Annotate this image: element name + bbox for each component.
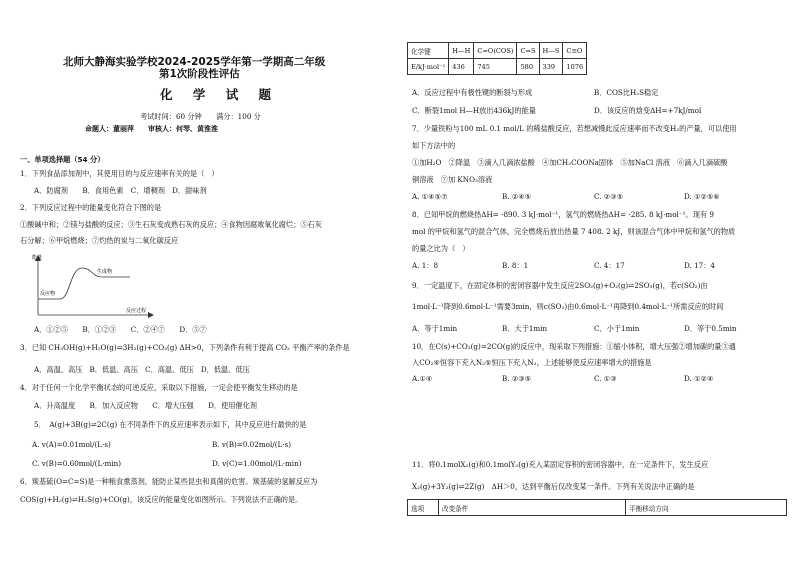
q9-stem-2: 1mol·L⁻¹降到0.6mol·L⁻¹需要3min，则c(SO₂)由0.6mol·L⁻¹再降到0.4mol·L⁻¹所需反应的时间 <box>412 302 724 311</box>
q8-stem-1: 8．已知甲烷的燃烧热ΔH= -890. 3 kJ·mol⁻¹，氢气的燃烧热ΔH= -285. 8 kJ·mol⁻¹。现有 9 <box>412 210 714 219</box>
q6-stem-2: COS(g)+H₂(g)⇌H₂S(g)+CO(g)，该反应的能量变化如图所示。下列说法不正确的是。 <box>20 495 303 504</box>
q5-option-b: B. v(B)=0.02mol/(L·s) <box>212 440 292 449</box>
table-cell: C=O(COS) <box>474 43 517 59</box>
table-cell: E/kJ·mol⁻¹ <box>408 59 449 75</box>
table-cell: C=S <box>517 43 539 59</box>
reactant-label: 反应物 <box>40 291 56 297</box>
table-cell: 436 <box>449 59 474 75</box>
q9-option-d: D．等于0.5min <box>684 324 737 333</box>
energy-axis-label: 能量 <box>32 255 43 261</box>
q10-stem-1: 10．在C(s)+CO₂(g)=2CO(g)的反应中，现采取下列措施：①缩小体积，增大压强②增加碳的量③通 <box>412 342 736 351</box>
exam-title-line1: 北师大静海实验学校2024-2025学年第一学期高二年级 <box>63 56 326 68</box>
bond-energy-table <box>407 42 587 75</box>
q7-option-d: D. ①②⑤⑥ <box>684 192 720 201</box>
table-cell: 339 <box>539 59 563 75</box>
q1-options: A．防腐剂 B．食用色素 C．增稠剂 D．甜味剂 <box>34 186 207 195</box>
table-row <box>408 59 587 75</box>
q6-option-c: C．断裂1mol H—H放出436kJ的能量 <box>412 106 536 115</box>
q7-items-1: ①加H₂O ②降温 ③滴入几滴浓盐酸 ④加CH₃COONa固体 ⑤加NaCl 溶液 ⑥滴入几滴硫酸 <box>412 158 728 167</box>
q10-stem-2: 入CO₂④恒容下充入N₂⑤恒压下充入N₂，上述能够使反应速率增大的措施是 <box>412 358 652 367</box>
q7-stem-1: 7．少量铁粉与100 mL 0.1 mol/L 的稀盐酸反应，若想减慢此反应速率而不改变H₂的产量，可以使用 <box>412 124 737 133</box>
q8-option-c: C. 4：17 <box>594 261 625 270</box>
q9-stem-1: 9．一定温度下，在固定体积的密闭容器中发生反应2SO₂(g)+O₂(g)⇌2SO₃(g)，若c(SO₂)由 <box>412 281 708 290</box>
q4-options: A．升高温度 B．加入反应物 C．增大压强 D．使用催化剂 <box>34 401 257 410</box>
q11-table <box>407 499 787 516</box>
q2-items-2: 石分解；⑥甲烷燃烧；⑦灼热的炭与二氧化碳反应 <box>20 236 179 245</box>
q4-stem: 4．对于任何一个化学平衡状态的可逆反应，采取以下措施，一定会使平衡发生移动的是 <box>20 383 298 392</box>
q10-option-d: D. ①②④ <box>684 374 714 383</box>
table-cell: H—H <box>449 43 474 59</box>
q10-option-c: C. ①③ <box>594 374 617 383</box>
table-header-condition: 改变条件 <box>439 500 626 516</box>
table-header-option: 选项 <box>408 500 439 516</box>
table-cell: 1076 <box>563 59 587 75</box>
q7-stem-2: 如下方法中的 <box>412 141 456 150</box>
q1-stem: 1．下列食品添加剂中，其使用目的与反应速率有关的是（ ） <box>20 169 219 178</box>
table-cell: C≡O <box>563 43 587 59</box>
table-cell: 580 <box>517 59 539 75</box>
q7-option-a: A. ①④⑤⑦ <box>412 192 448 201</box>
q8-stem-3: 的量之比为（ ） <box>412 244 470 253</box>
q8-option-b: B. 8：1 <box>502 261 529 270</box>
q5-option-d: D. v(C)=1.00mol/(L·min) <box>212 459 302 468</box>
q6-stem-1: 6．羰基硫(O=C=S)是一种粮食熏蒸剂，能防止某些昆虫和真菌的危害。羰基硫的氢解反应为 <box>20 477 318 486</box>
q6-option-b: B．COS比H₂S稳定 <box>594 88 659 97</box>
q8-stem-2: mol 的甲烷和氢气的混合气体，完全燃烧后放出热量 7 408. 2 kJ，则该混合气体中甲烷和氢气的物质 <box>412 227 736 236</box>
q9-option-b: B．大于1min <box>502 324 548 333</box>
q2-options: A．①②⑤ B．①②③ C．②④⑦ D．⑤⑦ <box>34 325 207 334</box>
subject-title: 化 学 试 题 <box>160 87 280 102</box>
product-label: 生成物 <box>97 269 113 275</box>
q2-items-1: ①酸碱中和；②镁与盐酸的反应；③生石灰变成熟石灰的反应；④食物因腐败氧化腐烂；⑤石灰 <box>20 220 322 229</box>
table-cell: 745 <box>474 59 517 75</box>
section-heading: 一、单项选择题（54 分） <box>20 155 105 164</box>
table-row <box>408 500 787 516</box>
table-cell: 化学键 <box>408 43 449 59</box>
q8-option-d: D. 17：4 <box>684 261 715 270</box>
energy-diagram <box>30 253 156 321</box>
exam-time-score: 考试时间：60 分钟 满分：100 分 <box>140 112 261 121</box>
exam-authors: 命题人：董丽萍 审核人：何琴、黄淮淮 <box>85 125 218 133</box>
q10-option-b: B. ②③⑤ <box>502 374 532 383</box>
table-header-direction: 平衡移动方向 <box>626 500 787 516</box>
q5-option-a: A. v(A)=0.01mol/(L·s) <box>32 440 111 449</box>
q5-stem: 5． A(g)+3B(g)⇌2C(g) 在不同条件下的反应速率表示如下，其中反应进行最快的是 <box>34 420 307 429</box>
q11-stem-1: 11．将0.1molX₂(g)和0.1molY₂(g)充入某固定容积的密闭容器中，在一定条件下，发生反应 <box>412 460 709 469</box>
process-axis-label: 反应过程 <box>126 308 147 314</box>
q7-option-b: B. ②④⑤ <box>502 192 532 201</box>
q3-options: A．高温、高压 B．低温、高压 C．高温、低压 D．低温、低压 <box>34 365 250 374</box>
q11-stem-2: X₂(g)+3Y₂(g)⇌2Z(g) ΔH＞0，达到平衡后仅改变某一条件。下列有关说法中正确的是 <box>412 482 695 491</box>
q9-option-a: A．等于1min <box>412 324 458 333</box>
table-row <box>408 43 587 59</box>
q3-stem: 3．已知 CH₃OH(g)+H₂O(g)⇌3H₂(g)+CO₂(g) ΔH>0，下列条件有利于提高 CO₂ 平衡产率的条件是 <box>20 343 350 352</box>
q9-option-c: C．小于1min <box>594 324 640 333</box>
q7-option-c: C. ②③⑤ <box>594 192 624 201</box>
table-cell: H—S <box>539 43 563 59</box>
q6-option-d: D．该反应的焓变ΔH=+7kJ/mol <box>594 106 702 115</box>
right-column <box>397 0 794 565</box>
q6-option-a: A．反应过程中有极性键的断裂与形成 <box>412 88 533 97</box>
q10-option-a: A.①④ <box>412 374 433 383</box>
q8-option-a: A. 1：8 <box>412 261 439 270</box>
q5-option-c: C. v(B)=0.60mol/(L·min) <box>32 459 122 468</box>
exam-title-line2: 第1次阶段性评估 <box>159 68 240 80</box>
q2-stem: 2．下列反应过程中的能量变化符合下图的是 <box>20 203 162 212</box>
q7-items-2: 铜溶液 ⑦加 KNO₃溶液 <box>412 175 493 184</box>
